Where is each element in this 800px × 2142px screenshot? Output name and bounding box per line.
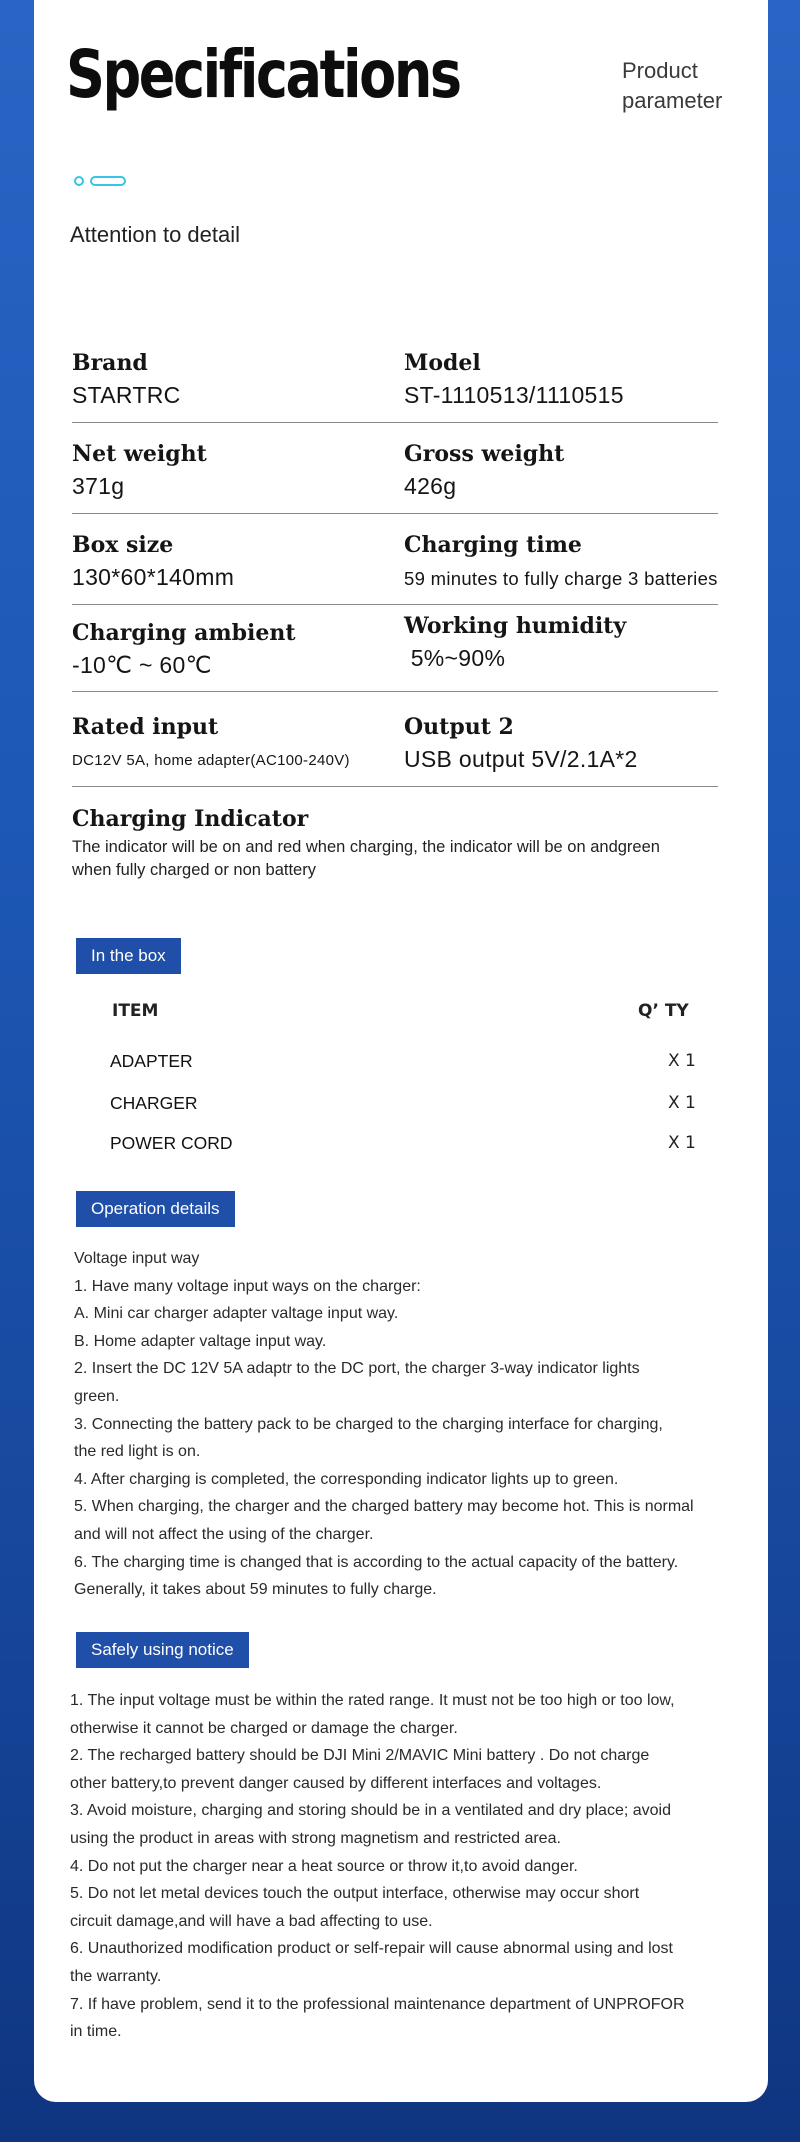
spec-label: Charging ambient [72,620,296,646]
text-line: otherwise it cannot be charged or damage the charger. [70,1719,458,1737]
text-line: 2. The recharged battery should be DJI Mini 2/MAVIC Mini battery . Do not charge [70,1747,650,1765]
text-line: 5. When charging, the charger and the charged battery may become hot. This is normal [74,1498,694,1516]
operation-details-tag: Operation details [76,1191,235,1227]
section-heading: Charging Indicator [72,806,309,832]
spec-value: -10℃ ~ 60℃ [72,652,212,678]
spec-value: DC12V 5A, home adapter(AC100-240V) [72,752,350,769]
spec-row [72,441,718,514]
column-header-item: ITEM [112,1001,159,1021]
spec-label: Working humidity [404,613,627,639]
spec-row [72,350,718,423]
text-line: 7. If have problem, send it to the professional maintenance department of UNPROFOR [70,1995,685,2013]
spec-label: Gross weight [404,441,565,467]
spec-value: 59 minutes to fully charge 3 batteries [404,568,718,589]
spec-label: Net weight [72,441,207,467]
text-line: 1. The input voltage must be within the rated range. It must not be too high or too low, [70,1692,675,1709]
text-line: 3. Connecting the battery pack to be charged to the charging interface for charging, [74,1415,663,1433]
spec-value: 371g [72,473,125,499]
text-line: Voltage input way [74,1250,200,1267]
text-line: 6. Unauthorized modification product or self-repair will cause abnormal using and lost [70,1940,673,1958]
operation-details-text [74,1245,694,1604]
text-line: The indicator will be on and red when charging, the indicator will be on andgreen [72,838,660,856]
spec-value: 130*60*140mm [72,564,235,590]
text-line: the red light is on. [74,1443,201,1461]
spec-value: STARTRC [72,382,181,408]
box-item-qty: X 1 [668,1093,696,1113]
text-line: the warranty. [70,1967,162,1985]
text-line: other battery,to prevent danger caused by different interfaces and voltages. [70,1774,602,1792]
spec-value: ST-1110513/1110515 [404,382,624,408]
spec-label: Output 2 [404,714,514,740]
spec-value: 426g [404,473,457,499]
page-title: Specifications [66,36,460,113]
text-line: 2. Insert the DC 12V 5A adaptr to the DC port, the charger 3-way indicator lights [74,1360,640,1378]
text-line: circuit damage,and will have a bad affecting to use. [70,1912,433,1930]
column-header-qty: Q’ TY [638,1001,689,1021]
spec-label: Brand [72,350,148,376]
indicator-description [72,836,752,882]
text-line: A. Mini car charger adapter valtage input way. [74,1305,399,1323]
safety-notice-text [70,1687,685,2046]
text-line: B. Home adapter valtage input way. [74,1332,327,1350]
spec-row [72,613,718,692]
text-line: when fully charged or non battery [72,861,316,879]
spec-row [72,714,718,787]
spec-value: USB output 5V/2.1A*2 [404,746,638,772]
tagline: Attention to detail [70,222,241,247]
charging-indicator-section [72,806,752,882]
spec-label: Box size [72,532,174,558]
box-item-qty: X 1 [668,1133,696,1153]
text-line: green. [74,1387,120,1405]
box-item-qty: X 1 [668,1051,696,1071]
text-line: 5. Do not let metal devices touch the output interface, otherwise may occur short [70,1885,640,1903]
box-item-name: CHARGER [110,1093,198,1113]
text-line: 3. Avoid moisture, charging and storing should be in a ventilated and dry place; avoid [70,1802,671,1820]
text-line: 6. The charging time is changed that is according to the actual capacity of the battery. [74,1553,679,1571]
box-item-name: ADAPTER [110,1051,193,1071]
text-line: in time. [70,2023,122,2041]
safety-notice-tag: Safely using notice [76,1632,249,1668]
spec-row [72,532,718,605]
in-the-box-tag: In the box [76,938,181,974]
content-card [34,0,768,2102]
box-item-name: POWER CORD [110,1133,233,1153]
spec-label: Model [404,350,481,376]
text-line: 4. After charging is completed, the corresponding indicator lights up to green. [74,1470,619,1488]
spec-label: Charging time [404,532,582,558]
text-line: and will not affect the using of the charger. [74,1525,374,1543]
text-line: 1. Have many voltage input ways on the charger: [74,1277,421,1295]
text-line: 4. Do not put the charger near a heat source or throw it,to avoid danger. [70,1857,578,1875]
page-subtitle: Product parameter [622,58,723,113]
spec-value: 5%~90% [404,645,506,671]
spec-label: Rated input [72,714,219,740]
text-line: using the product in areas with strong magnetism and restricted area. [70,1829,561,1847]
text-line: Generally, it takes about 59 minutes to fully charge. [74,1581,437,1599]
